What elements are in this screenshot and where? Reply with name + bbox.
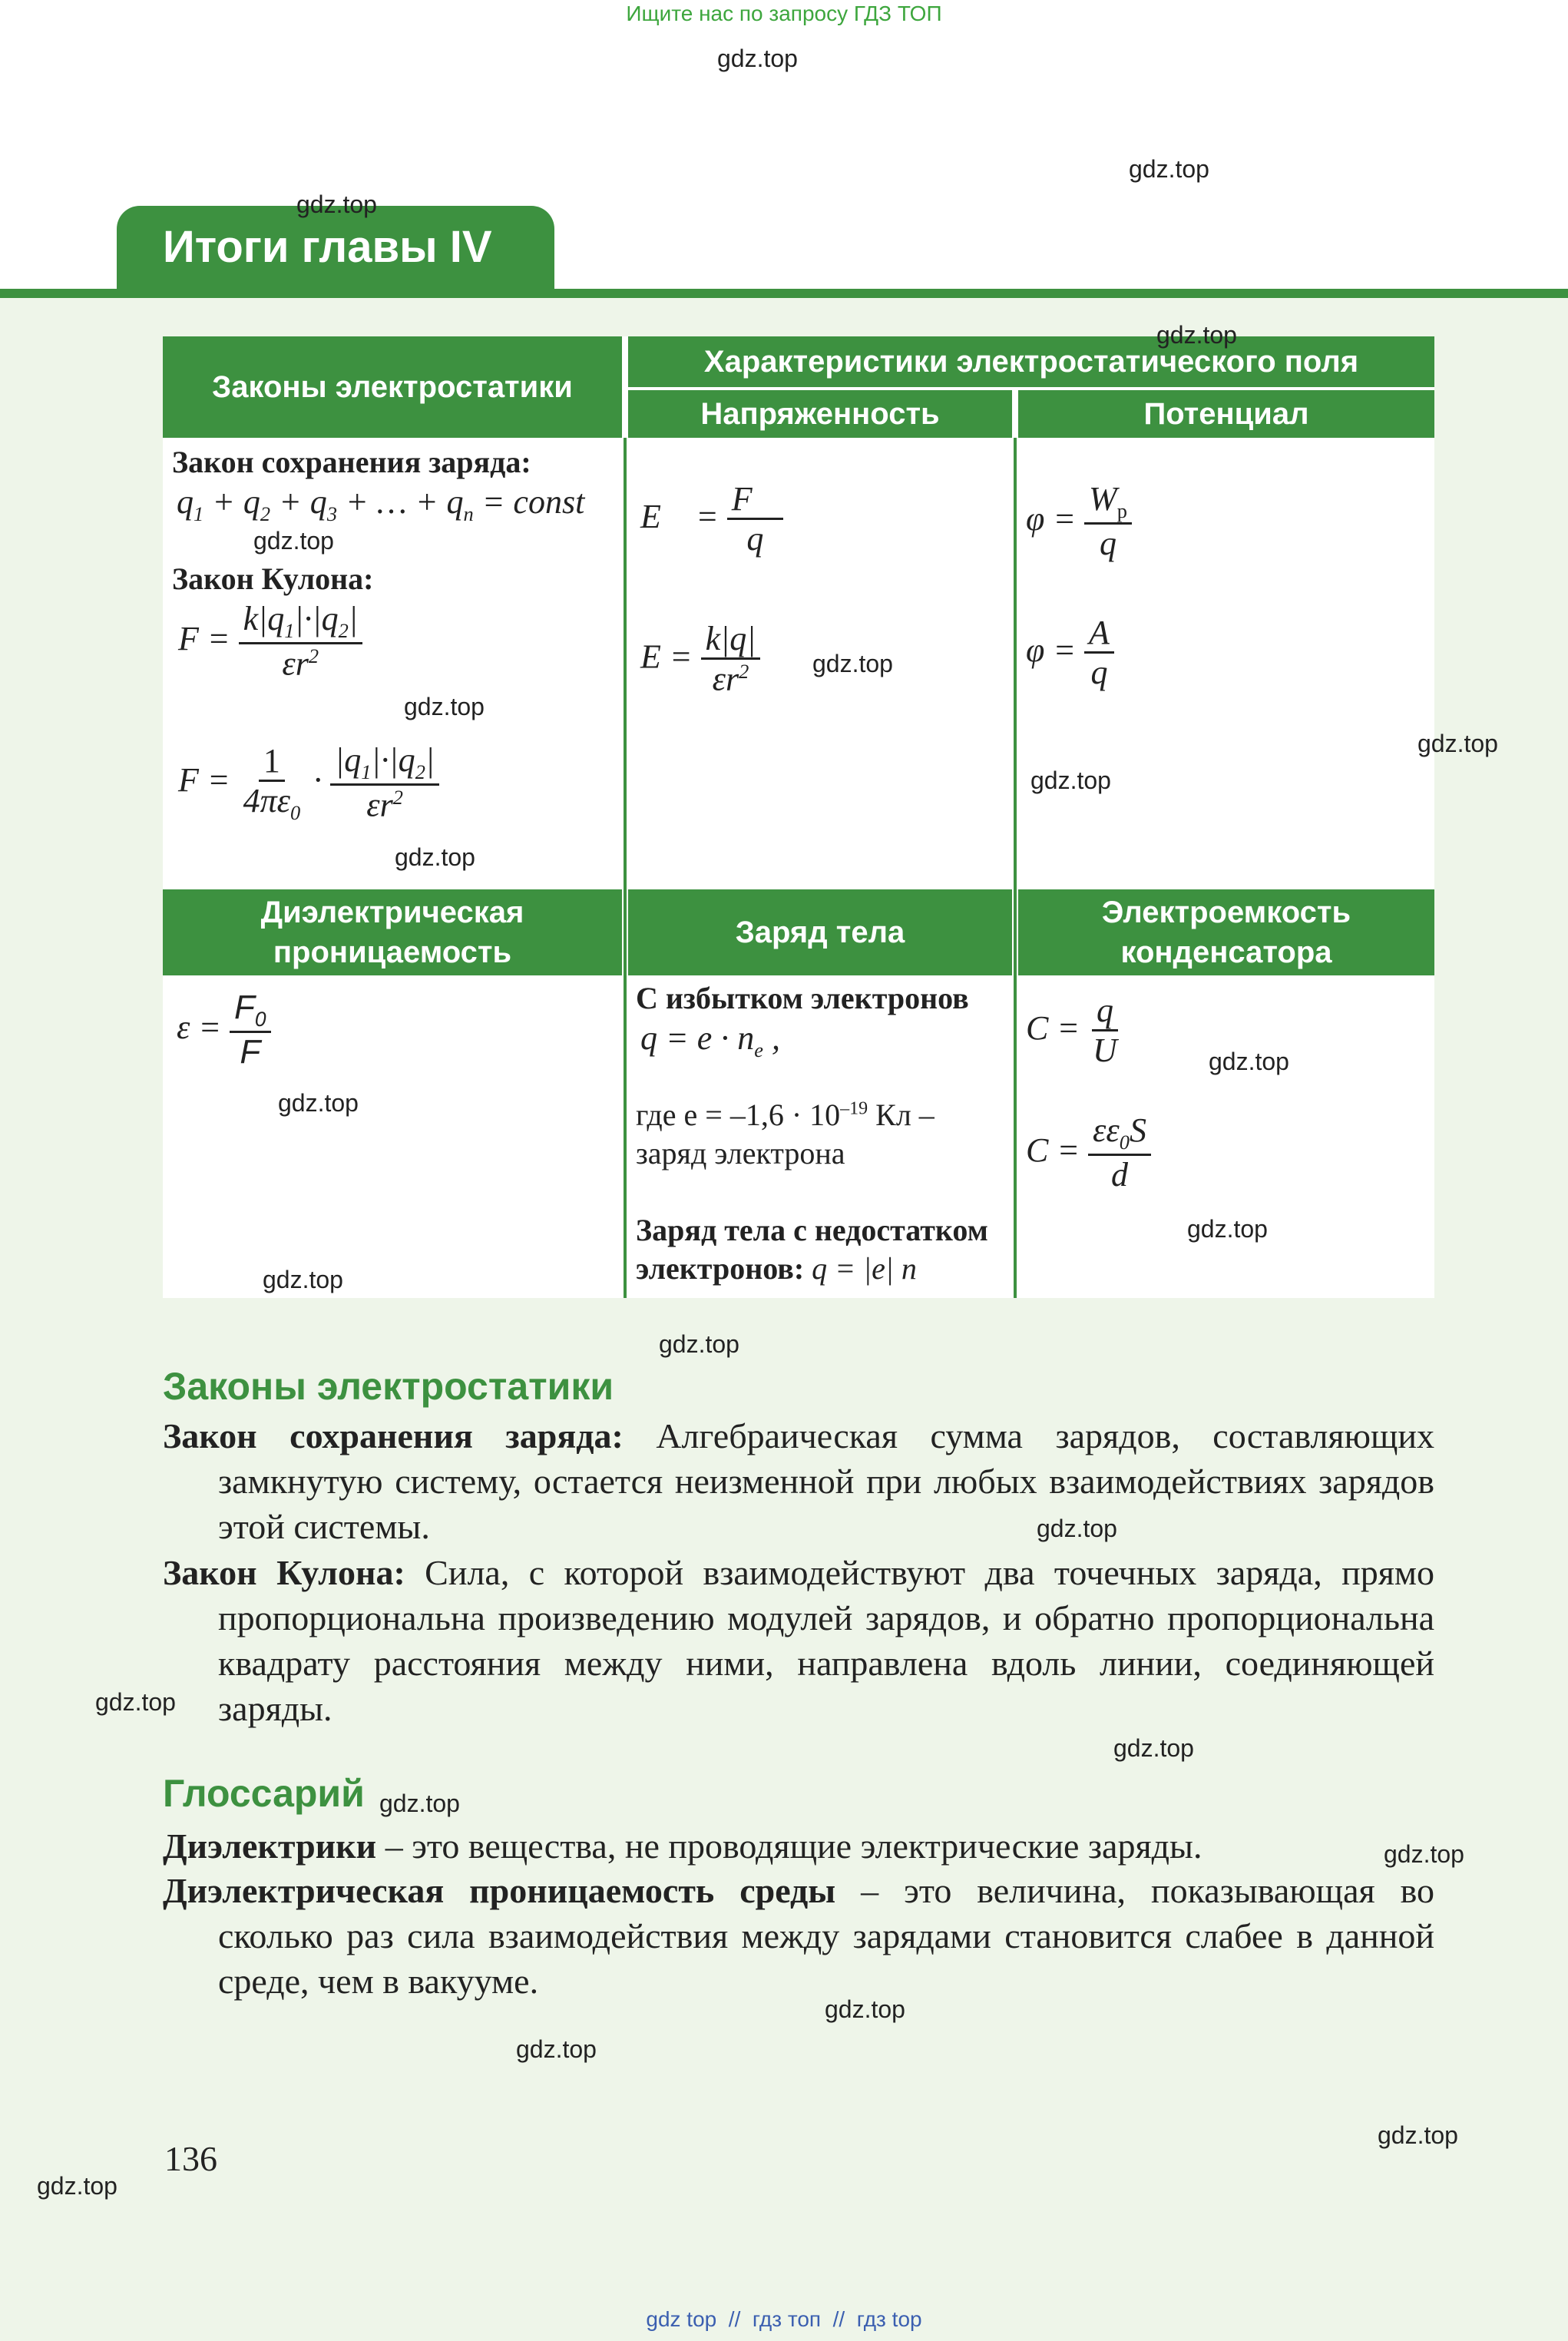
charge-deficit-label: Заряд тела с недостатком [636,1213,988,1247]
coulomb-paragraph: Закон Кулона: Сила, с которой взаимодействуют два точечных заряда, прямо пропорциональна произведению модулей зарядов, и обратно пропорциональна квадрату расстояния между ними, направлена вдоль линии, соединяющей заряды. [163,1553,1435,1728]
formula-potential-1: φ = $\frac{W_р}{q}$ [1026,481,1132,563]
header-potential: Потенциал [1018,390,1434,438]
header-dielectric: Диэлектрическая проницаемость [163,889,622,975]
law-coulomb-label: Закон Кулона: [172,561,374,596]
column-divider [1014,438,1017,1298]
electron-charge-note: где $е = -1,6 \cdot 10^{-19}$ Кл – [636,1098,935,1132]
glossary-title: Глоссарий [163,1772,365,1815]
watermark: gdz.top [296,190,377,218]
electron-charge-note-2: заряд электрона [636,1136,845,1170]
header-laws: Законы электростатики [163,336,622,438]
header-charge: Заряд тела [628,889,1012,975]
formula-coulomb-2: F = $\frac{1}{4\pi\varepsilon_0}$ · $\frac{|q_1|\cdot|q_2|}{\varepsilon r^2}$ [178,742,439,825]
watermark: gdz.top [825,1995,905,2023]
watermark: gdz.top [717,45,798,72]
page-number: 136 [164,2139,217,2178]
bottom-ad-link-2[interactable]: гдз топ [752,2307,822,2331]
formula-coulomb-1: F = $\frac{k|q_1|\cdot|q_2|}{\varepsilon r^2}$ [178,601,362,684]
watermark: gdz.top [395,843,475,871]
watermark: gdz.top [1129,155,1209,183]
watermark: gdz.top [404,693,485,720]
header-field: Характеристики электростатического поля [628,336,1434,387]
formula-intensity-2: E = $\frac{k|q|}{\varepsilon r^2}$ [640,621,760,700]
watermark: gdz.top [812,650,893,677]
header-capacitance: Электроемкость конденсатора [1018,889,1434,975]
watermark: gdz.top [1378,2121,1458,2149]
bottom-ad-link-3[interactable]: гдз top [856,2307,922,2331]
watermark: gdz.top [659,1330,739,1358]
summary-table [163,336,1434,1298]
conservation-paragraph: Закон сохранения заряда: Алгебраическая сумма зарядов, составляющих замкнутую систему, остается неизменной при любых взаимодействиях зарядов этой системы. [163,1416,1434,1546]
watermark: gdz.top [263,1266,343,1293]
chapter-divider [0,289,1568,298]
formula-permittivity: ε = $\frac{F_0}{F}$ [177,989,271,1071]
watermark: gdz.top [516,2035,597,2063]
formula-capacitance-1: C = $\frac{q}{U}$ [1026,992,1117,1070]
permittivity-paragraph: Диэлектрическая проницаемость среды – это величина, показывающая во сколько раз сила взаимодействия между зарядами становится слабее в данной среде, чем в вакууме. [163,1871,1435,2001]
charge-deficit-formula: электронов: q = |e| n [636,1251,917,1286]
bottom-ad-link-1[interactable]: gdz top [646,2307,717,2331]
bottom-ad-separator: // [832,2307,845,2331]
laws-section-title: Законы электростатики [163,1365,614,1408]
watermark: gdz.top [1187,1215,1268,1243]
header-intensity: Напряженность [628,390,1012,438]
formula-conservation: $q_1 + q_2 + q_3$ + … + $q_n$ = const [177,483,585,525]
watermark: gdz.top [37,2172,117,2200]
bottom-ad-links [0,2307,1568,2332]
chapter-title: Итоги главы IV [163,222,492,272]
watermark: gdz.top [1030,767,1111,794]
dielectrics-paragraph: Диэлектрики – это вещества, не проводящие электрические заряды. [163,1826,1202,1866]
charge-excess-label: С избытком электронов [636,981,969,1015]
watermark: gdz.top [1209,1048,1289,1075]
bottom-ad-separator: // [728,2307,741,2331]
watermark: gdz.top [1384,1840,1464,1868]
watermark: gdz.top [253,527,334,555]
formula-intensity-1: E⃗ = $\frac{F⃗}{q}$ [640,481,783,559]
watermark: gdz.top [278,1089,359,1117]
column-divider [624,438,627,1298]
watermark: gdz.top [1417,730,1498,757]
formula-capacitance-2: C = $\frac{\varepsilon\varepsilon_0S}{d}$ [1026,1112,1151,1194]
top-ad-link[interactable]: Ищите нас по запросу ГДЗ ТОП [626,2,942,25]
watermark: gdz.top [379,1790,460,1817]
watermark: gdz.top [1037,1515,1117,1542]
watermark: gdz.top [1113,1734,1194,1762]
law-conservation-label: Закон сохранения заряда: [172,445,531,479]
watermark: gdz.top [1156,321,1237,349]
formula-potential-2: φ = $\frac{A}{q}$ [1026,614,1114,693]
watermark: gdz.top [95,1688,176,1716]
formula-charge-excess: $q = e \cdot n_e$ , [640,1019,780,1061]
